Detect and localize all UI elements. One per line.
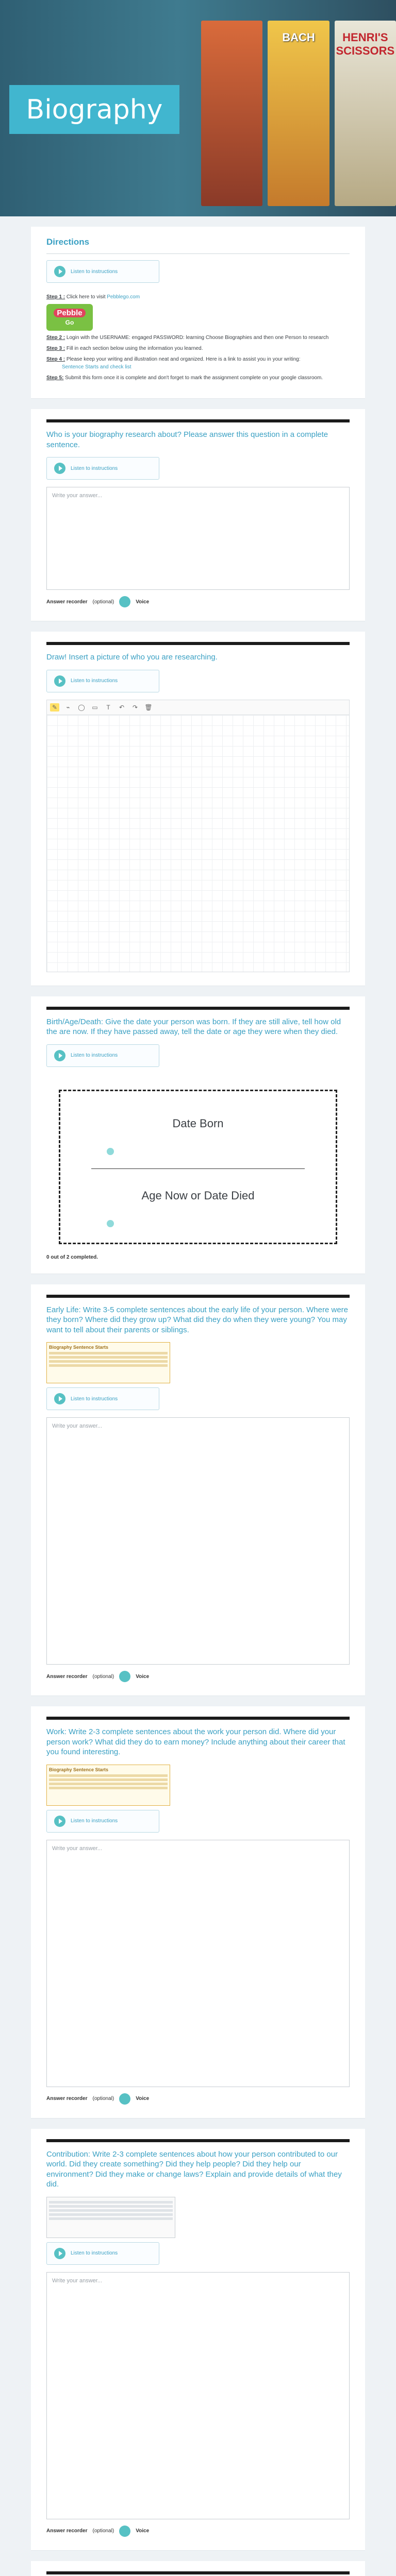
step-label: Step 4 : bbox=[46, 357, 65, 362]
play-icon bbox=[54, 675, 65, 687]
question-card-timeline bbox=[31, 2561, 365, 2576]
listen-label: Listen to instructions bbox=[71, 1818, 118, 1824]
step-text: Fill in each section below using the information you learned. bbox=[66, 346, 203, 351]
sentence-starts-title: Biography Sentence Starts bbox=[49, 1345, 109, 1350]
spacer bbox=[0, 2551, 396, 2561]
section-bar bbox=[46, 642, 350, 645]
undo-icon[interactable]: ↶ bbox=[119, 703, 125, 711]
answer-recorder bbox=[46, 2093, 350, 2105]
divider bbox=[91, 1168, 305, 1169]
question-text: Draw! Insert a picture of who you are researching. bbox=[46, 653, 218, 662]
spacer bbox=[0, 216, 396, 227]
question-card-draw bbox=[31, 632, 365, 986]
spacer bbox=[0, 1274, 396, 1284]
recorder-label: Answer recorder bbox=[46, 2096, 88, 2102]
text-line bbox=[49, 1787, 168, 1789]
text-line bbox=[49, 2213, 173, 2216]
question-card-early-life bbox=[31, 1284, 365, 1697]
divider bbox=[46, 253, 350, 254]
brush-icon[interactable]: ⌁ bbox=[66, 703, 70, 711]
recorder-optional: (optional) bbox=[92, 599, 114, 605]
section-bar bbox=[46, 2139, 350, 2142]
sentence-starts-title: Biography Sentence Starts bbox=[49, 1767, 109, 1772]
listen-button[interactable] bbox=[46, 1810, 159, 1833]
play-icon bbox=[54, 2248, 65, 2259]
listen-button[interactable] bbox=[46, 260, 159, 283]
spacer bbox=[0, 1696, 396, 1706]
text-line bbox=[49, 1364, 168, 1367]
listen-button[interactable] bbox=[46, 1387, 159, 1410]
text-line bbox=[49, 1774, 168, 1777]
listen-label: Listen to instructions bbox=[71, 465, 118, 471]
recorder-optional: (optional) bbox=[92, 1673, 114, 1680]
delete-icon[interactable]: 🗑 bbox=[144, 703, 153, 711]
text-line bbox=[49, 1352, 168, 1354]
listen-label: Listen to instructions bbox=[71, 1053, 118, 1058]
book-cover bbox=[268, 21, 329, 206]
go-logo-text: Go bbox=[65, 319, 74, 326]
date-born-input-dot[interactable] bbox=[107, 1148, 114, 1155]
listen-button[interactable] bbox=[46, 457, 159, 480]
step-text: Please keep your writing and illustration neat and organized. Here is a link to assist you in your writing: bbox=[66, 357, 301, 362]
spacer bbox=[0, 986, 396, 996]
voice-label: Voice bbox=[136, 2528, 150, 2534]
recorder-label: Answer recorder bbox=[46, 599, 88, 605]
question-card-who bbox=[31, 409, 365, 621]
recorder-optional: (optional) bbox=[92, 2096, 114, 2102]
page-title: Biography bbox=[26, 94, 163, 125]
play-icon bbox=[54, 266, 65, 277]
voice-record-icon[interactable] bbox=[119, 2526, 130, 2537]
drawing-canvas[interactable] bbox=[46, 715, 350, 972]
step-4 bbox=[46, 355, 350, 371]
redo-icon[interactable]: ↷ bbox=[132, 703, 138, 711]
spacer bbox=[0, 2119, 396, 2129]
listen-label: Listen to instructions bbox=[71, 268, 118, 275]
answer-recorder bbox=[46, 2526, 350, 2537]
book-covers bbox=[201, 21, 396, 206]
pencil-icon[interactable]: ✎ bbox=[50, 703, 59, 711]
text-line bbox=[49, 1783, 168, 1785]
listen-label: Listen to instructions bbox=[71, 678, 118, 684]
voice-record-icon[interactable] bbox=[119, 596, 130, 607]
age-input-dot[interactable] bbox=[107, 1220, 114, 1227]
pebble-logo-text: Pebble bbox=[54, 309, 85, 317]
date-entry-box bbox=[59, 1090, 337, 1244]
question-card-work bbox=[31, 1706, 365, 2119]
answer-recorder bbox=[46, 1671, 350, 1682]
text-line bbox=[49, 1360, 168, 1363]
directions-title: Directions bbox=[46, 237, 90, 247]
section-bar bbox=[46, 419, 350, 422]
step-2 bbox=[46, 334, 350, 342]
step-5 bbox=[46, 374, 350, 382]
step-text: Submit this form once it is complete and don't forget to mark the assignment complete on your google classroom. bbox=[65, 375, 323, 381]
step-label: Step 2 : bbox=[46, 335, 65, 341]
eraser-icon[interactable]: ▭ bbox=[92, 703, 98, 711]
voice-record-icon[interactable] bbox=[119, 1671, 130, 1682]
listen-button[interactable] bbox=[46, 670, 159, 692]
answer-textarea[interactable]: Write your answer... bbox=[46, 487, 350, 590]
voice-record-icon[interactable] bbox=[119, 2093, 130, 2105]
question-text: Birth/Age/Death: Give the date your person was born. If they are still alive, tell how old the are now. If they have passed away, tell the date or age they were when they died. bbox=[46, 1017, 341, 1036]
play-icon bbox=[54, 1050, 65, 1061]
text-icon[interactable]: T bbox=[106, 703, 110, 711]
step-3 bbox=[46, 345, 350, 352]
title-box bbox=[9, 85, 179, 134]
question-text: Contribution: Write 2-3 complete sentences about how your person contributed to our world. Did they create something? Did they help people? Did they help our environment? Did they make or change laws? Explain and provide details of what they did. bbox=[46, 2149, 342, 2189]
recorder-label: Answer recorder bbox=[46, 2528, 88, 2534]
step-1 bbox=[46, 293, 350, 301]
pebblego-link[interactable]: Pebblego.com bbox=[107, 294, 140, 300]
book-title: HENRI'S SCISSORS bbox=[336, 31, 395, 57]
section-bar bbox=[46, 1295, 350, 1298]
question-card-birth bbox=[31, 996, 365, 1274]
voice-label: Voice bbox=[136, 599, 150, 605]
step-text: Click here to visit bbox=[66, 294, 106, 300]
step-label: Step 3 : bbox=[46, 346, 65, 351]
listen-button[interactable] bbox=[46, 1044, 159, 1067]
step-label: Step 5: bbox=[46, 375, 64, 381]
voice-label: Voice bbox=[136, 2096, 150, 2102]
recorder-label: Answer recorder bbox=[46, 1673, 88, 1680]
spacer bbox=[0, 621, 396, 632]
directions-card bbox=[31, 227, 365, 399]
play-icon bbox=[54, 463, 65, 474]
answer-textarea[interactable]: Write your answer... bbox=[46, 2272, 350, 2519]
text-line bbox=[49, 1356, 168, 1359]
completion-count: 0 out of 2 completed. bbox=[46, 1254, 98, 1260]
text-line bbox=[49, 2217, 173, 2220]
drawing-toolbar bbox=[46, 700, 350, 715]
sentence-starts-image bbox=[46, 1765, 170, 1806]
date-born-label: Date Born bbox=[172, 1116, 224, 1130]
section-bar bbox=[46, 1007, 350, 1010]
voice-label: Voice bbox=[136, 1673, 150, 1680]
spacer bbox=[0, 399, 396, 409]
play-icon bbox=[54, 1393, 65, 1404]
listen-button[interactable] bbox=[46, 2242, 159, 2265]
recorder-optional: (optional) bbox=[92, 2528, 114, 2534]
listen-label: Listen to instructions bbox=[71, 2250, 118, 2256]
sentence-starts-link[interactable]: Sentence Starts and check list bbox=[62, 364, 131, 370]
answer-textarea[interactable]: Write your answer... bbox=[46, 1417, 350, 1665]
sentence-starts-image bbox=[46, 2197, 175, 2238]
question-text: Who is your biography research about? Please answer this question in a complete sentence. bbox=[46, 430, 328, 449]
text-line bbox=[49, 2205, 173, 2208]
step-label: Step 1 : bbox=[46, 294, 65, 300]
step-text: Login with the USERNAME: engaged PASSWORD: learning Choose Biographies and then one Person to research bbox=[66, 335, 329, 341]
question-card-contribution bbox=[31, 2129, 365, 2551]
age-now-label: Age Now or Date Died bbox=[141, 1189, 255, 1202]
text-line bbox=[49, 2201, 173, 2204]
question-text: Work: Write 2-3 complete sentences about the work your person did. Where did your person work? What did they do to earn money? Include anything about their career that you found interesting. bbox=[46, 1727, 345, 1756]
sentence-starts-image bbox=[46, 1342, 170, 1383]
shape-icon[interactable]: ◯ bbox=[78, 703, 85, 711]
text-line bbox=[49, 1778, 168, 1781]
answer-textarea[interactable]: Write your answer... bbox=[46, 1840, 350, 2087]
section-bar bbox=[46, 1717, 350, 1720]
book-title: BACH bbox=[282, 31, 315, 44]
listen-label: Listen to instructions bbox=[71, 1396, 118, 1402]
book-cover bbox=[201, 21, 262, 206]
book-cover bbox=[335, 21, 396, 206]
header-banner bbox=[0, 0, 396, 216]
pebblego-logo[interactable] bbox=[46, 304, 93, 331]
text-line bbox=[49, 2209, 173, 2212]
section-bar bbox=[46, 2571, 350, 2574]
play-icon bbox=[54, 1816, 65, 1827]
question-text: Early Life: Write 3-5 complete sentences about the early life of your person. Where were they born? Where did they grow up? What did they do when they were young? You may want to tell about their parents or siblings. bbox=[46, 1305, 349, 1334]
answer-recorder bbox=[46, 596, 350, 607]
